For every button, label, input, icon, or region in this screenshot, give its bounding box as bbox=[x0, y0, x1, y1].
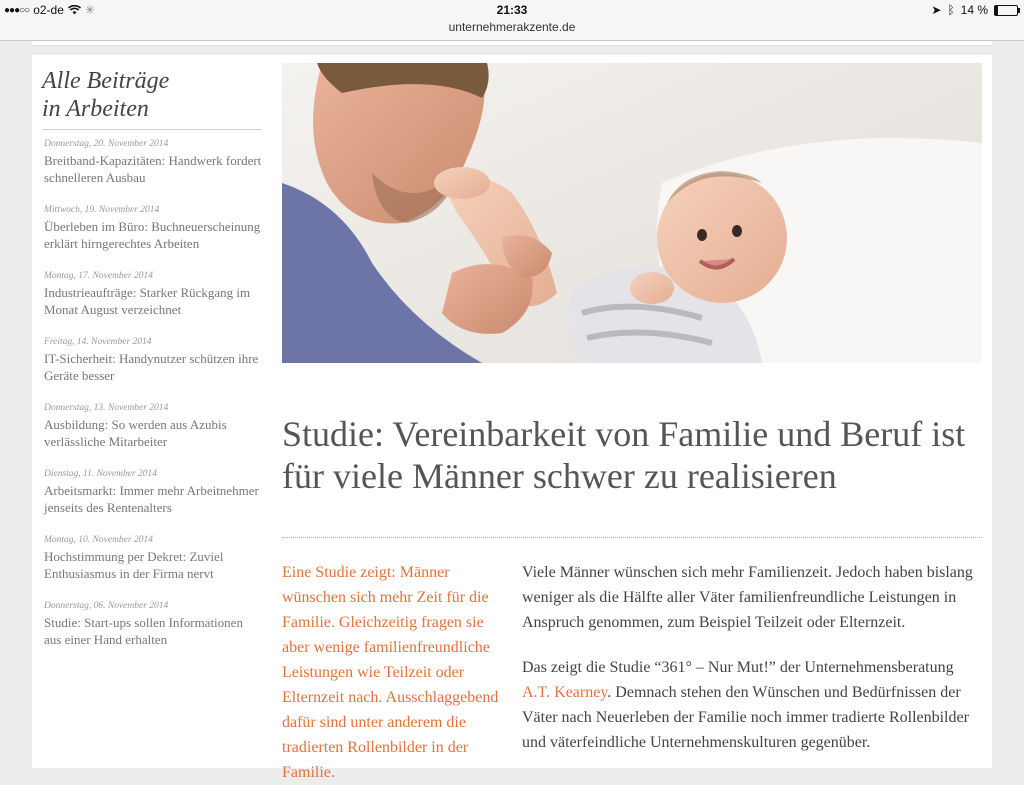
article-title: Studie: Vereinbarkeit von Familie und Beruf ist für viele Männer schwer zu realisieren bbox=[282, 414, 966, 496]
article-hero-image bbox=[282, 63, 982, 363]
battery-percentage: 14 % bbox=[960, 3, 988, 17]
article-lead: Eine Studie zeigt: Männer wünschen sich mehr Zeit für die Familie. Gleichzeitig fragen sie aber wenige familienfreundliche Leistungen wie Teilzeit oder Elternzeit nach. Ausschlaggebend dafür sind unter anderem die tradierten Rollenbilder in der Familie. bbox=[282, 564, 499, 781]
entry-date: Dienstag, 11. November 2014 bbox=[44, 469, 158, 479]
location-arrow-icon: ➤ bbox=[931, 3, 942, 17]
list-item bbox=[44, 402, 262, 450]
entry-link[interactable]: Ausbildung: So werden aus Azubis verlässliche Mitarbeiter bbox=[44, 417, 227, 449]
entry-date: Montag, 17. November 2014 bbox=[44, 271, 153, 281]
page-content bbox=[32, 55, 992, 781]
status-time: 21:33 bbox=[496, 3, 528, 17]
entry-date: Donnerstag, 20. November 2014 bbox=[44, 139, 169, 149]
list-item bbox=[44, 534, 262, 582]
article-paragraph-2 bbox=[522, 655, 982, 755]
article-body bbox=[522, 560, 982, 775]
status-right bbox=[931, 3, 1018, 17]
list-item bbox=[44, 600, 262, 648]
entry-link[interactable]: Studie: Start-ups sollen Informationen aus einer Hand erhalten bbox=[44, 615, 243, 647]
entry-date: Freitag, 14. November 2014 bbox=[44, 337, 152, 347]
battery-level bbox=[995, 6, 998, 15]
battery-icon bbox=[994, 5, 1018, 16]
entry-link[interactable]: Industrieaufträge: Starker Rückgang im Monat August verzeichnet bbox=[44, 285, 251, 317]
title-divider bbox=[282, 537, 982, 538]
sidebar bbox=[42, 67, 262, 648]
paragraph-text: . Demnach stehen den Wünschen und Bedürfnissen der Väter nach Neuerleben der Familie noch immer tradierte Rollenbilder und väterfeindliche Unternehmenskulturen gegenüber. bbox=[522, 684, 969, 751]
page-top-strip bbox=[32, 41, 992, 46]
list-item bbox=[44, 138, 262, 186]
list-item bbox=[44, 270, 262, 318]
address-bar[interactable]: unternehmerakzente.de bbox=[448, 20, 576, 34]
entry-date: Mittwoch, 19. November 2014 bbox=[44, 205, 160, 215]
entry-link[interactable]: Breitband-Kapazitäten: Handwerk fordert schnelleren Ausbau bbox=[44, 153, 262, 185]
entry-date: Montag, 10. November 2014 bbox=[44, 535, 153, 545]
signal-strength-icon: ●●●○○ bbox=[4, 4, 30, 16]
entry-date: Donnerstag, 13. November 2014 bbox=[44, 403, 169, 413]
entry-link[interactable]: Hochstimmung per Dekret: Zuviel Enthusiasmus in der Firma nervt bbox=[44, 549, 224, 581]
bluetooth-icon: ᛒ bbox=[947, 3, 955, 17]
paragraph-text: Das zeigt die Studie “361° – Nur Mut!” der Unternehmensberatung bbox=[522, 659, 954, 676]
father-baby-photo bbox=[282, 63, 982, 363]
article-paragraph-1: Viele Männer wünschen sich mehr Familienzeit. Jedoch haben bislang weniger als die Hälfte aller Väter familienfreundliche Leistungen in Anspruch genommen, zum Beispiel Teilzeit oder Elternzeit. bbox=[522, 564, 973, 631]
entry-date: Donnerstag, 06. November 2014 bbox=[44, 601, 169, 611]
loading-spinner-icon: ✳ bbox=[84, 3, 95, 17]
entry-link[interactable]: IT-Sicherheit: Handynutzer schützen ihre Geräte besser bbox=[44, 351, 259, 383]
list-item bbox=[44, 468, 262, 516]
carrier-name: o2-de bbox=[33, 3, 64, 17]
sidebar-title-line2: in Arbeiten bbox=[42, 96, 149, 122]
sidebar-title bbox=[42, 67, 262, 130]
entry-link[interactable]: Überleben im Büro: Buchneuerscheinung erklärt hirngerechtes Arbeiten bbox=[44, 219, 261, 251]
browser-top-bar bbox=[0, 0, 1024, 41]
entry-link[interactable]: Arbeitsmarkt: Immer mehr Arbeitnehmer jenseits des Rentenalters bbox=[44, 483, 259, 515]
kearney-link[interactable]: A.T. Kearney bbox=[522, 684, 608, 701]
list-item bbox=[44, 336, 262, 384]
list-item bbox=[44, 204, 262, 252]
sidebar-title-line1: Alle Beiträge bbox=[42, 68, 170, 94]
